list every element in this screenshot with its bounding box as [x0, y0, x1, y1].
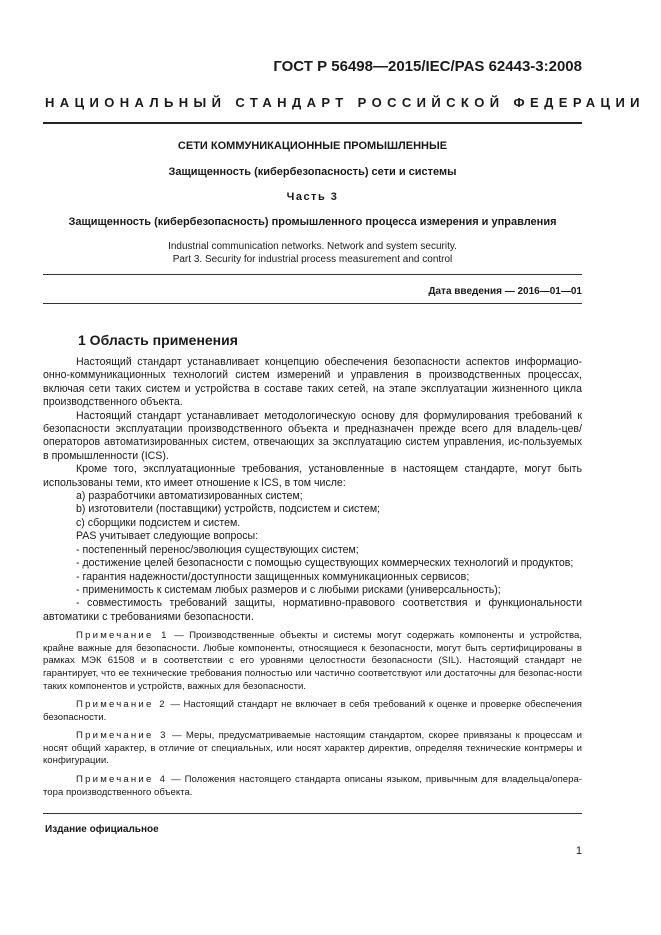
footer-divider — [43, 813, 582, 814]
note-1 — [43, 630, 582, 693]
list-item: - достижение целей безопасности с помощью существующих коммерческих технологий и продуктов; — [76, 557, 574, 570]
list-item: - гарантия надежности/доступности защищенных коммуникационных сервисов; — [76, 570, 470, 583]
header-divider — [43, 122, 582, 124]
list-item: а) разработчики автоматизированных систем; — [76, 490, 303, 503]
note-text: — Меры, предусматриваемые настоящим стандартом, скорее привязаны к процессам и носят общий характер, в отличие от специальных, или носят характер директив, определяя технические контрмеры и конфигурации. — [43, 730, 582, 767]
paragraph: Настоящий стандарт устанавливает методологическую основу для формулирования требований к безопасности эксплуатации производственного объекта и предназначен прежде всего для владель-цев/операторов автоматизированных систем, отвечающих за эксплуатацию систем управления, ис-пользуемых в промышленности (ICS). — [43, 409, 582, 462]
paragraph: Настоящий стандарт устанавливает концепцию обеспечения безопасности аспектов информацио-онно-коммуникационных технологий систем измерений и управления в производственных процессах, включая сети таких систем и устройства в составе таких сетей, на этапе эксплуатации жизненного цикла производственного объекта. — [43, 356, 582, 409]
title-part: Часть 3 — [286, 191, 339, 203]
edition-label: Издание официальное — [45, 824, 159, 835]
note-label: Примечание 4 — [76, 774, 168, 786]
english-title-line-2: Part 3. Security for industrial process measurement and control — [172, 254, 453, 265]
list-item: - совместимость требований защиты, нормативно-правового соответствия и функциональности автоматики с требованиями безопасности. — [43, 597, 582, 623]
note-text: — Настоящий стандарт не включает в себя требований к оценке и проверке обеспечения безопасности. — [43, 699, 582, 723]
title-line-4: Защищенность (кибербезопасность) промышленного процесса измерения и управления — [68, 216, 557, 228]
list-item: b) изготовители (поставщики) устройств, подсистем и систем; — [76, 503, 381, 516]
paragraph: Кроме того, эксплуатационные требования, установленные в настоящем стандарте, могут быть использованы теми, кто имеет отношение к ICS, в том числе: — [43, 463, 582, 489]
section-heading: 1 Область применения — [78, 332, 238, 348]
page-number: 1 — [575, 845, 582, 857]
note-label: Примечание 3 — [76, 730, 168, 742]
document-code: ГОСТ Р 56498—2015/IEC/PAS 62443-3:2008 — [273, 58, 582, 75]
list-item: с) сборщики подсистем и систем. — [76, 516, 241, 529]
title-divider — [43, 274, 582, 275]
note-4 — [43, 774, 582, 799]
date-divider — [43, 303, 582, 304]
section-body — [43, 356, 582, 799]
note-label: Примечание 1 — [76, 630, 169, 642]
paragraph: PAS учитывает следующие вопросы: — [76, 530, 259, 543]
note-3 — [43, 730, 582, 768]
introduction-date: Дата введения — 2016—01—01 — [428, 286, 582, 297]
title-line-2: Защищенность (кибербезопасность) сети и системы — [168, 166, 457, 178]
note-label: Примечание 2 — [76, 699, 167, 711]
english-title — [43, 240, 582, 266]
national-standard-banner: НАЦИОНАЛЬНЫЙ СТАНДАРТ РОССИЙСКОЙ ФЕДЕРАЦИИ — [45, 95, 645, 110]
list-item: - постепенный перенос/эволюция существующих систем; — [76, 543, 359, 556]
english-title-line-1: Industrial communication networks. Network and system security. — [168, 241, 457, 252]
note-text: — Производственные объекты и системы могут содержать компоненты и устройства, крайне важные для безопасности. Любые компоненты, относящиеся к безопасности, могут быть сертифицированы в рамках МЭК 61508 и в соответствии с его уровнями целостности безопасности (SIL). Настоящий стандарт не гарантирует, что ее технические требования полностью или частично соответствуют или достаточны для безопас-ности таких компонентов и устройств, важных для безопасности. — [43, 630, 582, 692]
list-item: - применимость к системам любых размеров и с любыми рисками (универсальность); — [76, 583, 501, 596]
title-line-1: СЕТИ КОММУНИКАЦИОННЫЕ ПРОМЫШЛЕННЫЕ — [177, 140, 448, 152]
note-2 — [43, 699, 582, 724]
note-text: — Положения настоящего стандарта описаны языком, привычным для владельца/опера-тора производственного объекта. — [43, 774, 582, 798]
